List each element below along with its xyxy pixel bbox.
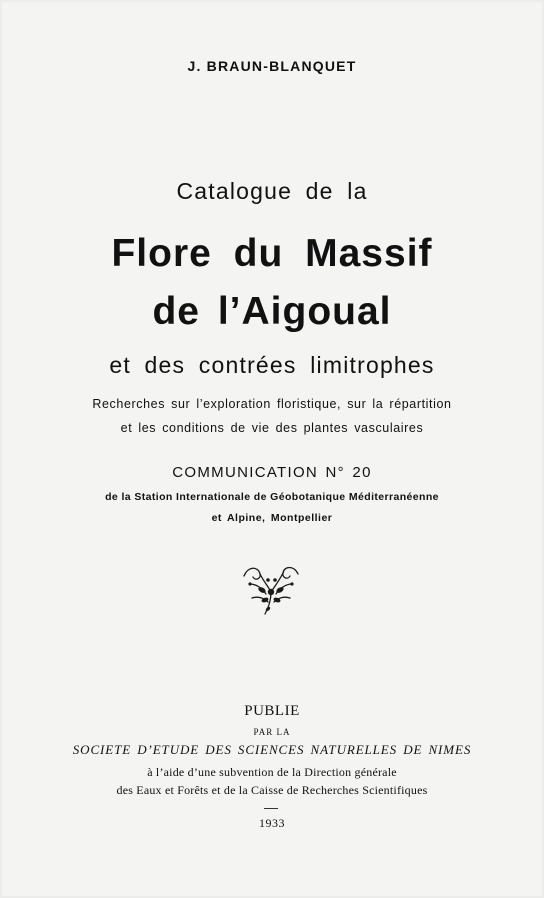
author-name: J. BRAUN-BLANQUET — [187, 58, 357, 74]
subtitle: et des contrées limitrophes — [109, 352, 435, 378]
society-name: SOCIETE D’ETUDE DES SCIENCES NATURELLES DE NIMES — [72, 742, 472, 757]
subsidy-line-2: des Eaux et Forêts et de la Caisse de Recherches Scientifiques — [116, 783, 428, 797]
divider — [264, 808, 278, 809]
description-line-1: Recherches sur l’exploration floristique, sur la répartition — [92, 397, 452, 411]
published-label: PUBLIE — [244, 703, 300, 719]
description-line-2: et les conditions de vie des plantes vasculaires — [120, 421, 424, 435]
communication-number: COMMUNICATION N° 20 — [172, 464, 372, 481]
title-line-2: de l’Aigoual — [152, 290, 392, 333]
publication-year: 1933 — [259, 816, 285, 830]
par-la-label: PAR LA — [253, 727, 291, 737]
subsidy-line-1: à l’aide d’une subvention de la Direction générale — [147, 765, 397, 779]
floral-ornament-icon — [238, 562, 304, 618]
station-line-2: et Alpine, Montpellier — [211, 512, 333, 524]
pre-title: Catalogue de la — [176, 178, 368, 204]
station-line-1: de la Station Internationale de Géobotanique Méditerranéenne — [105, 491, 439, 503]
title-line-1: Flore du Massif — [111, 232, 433, 275]
